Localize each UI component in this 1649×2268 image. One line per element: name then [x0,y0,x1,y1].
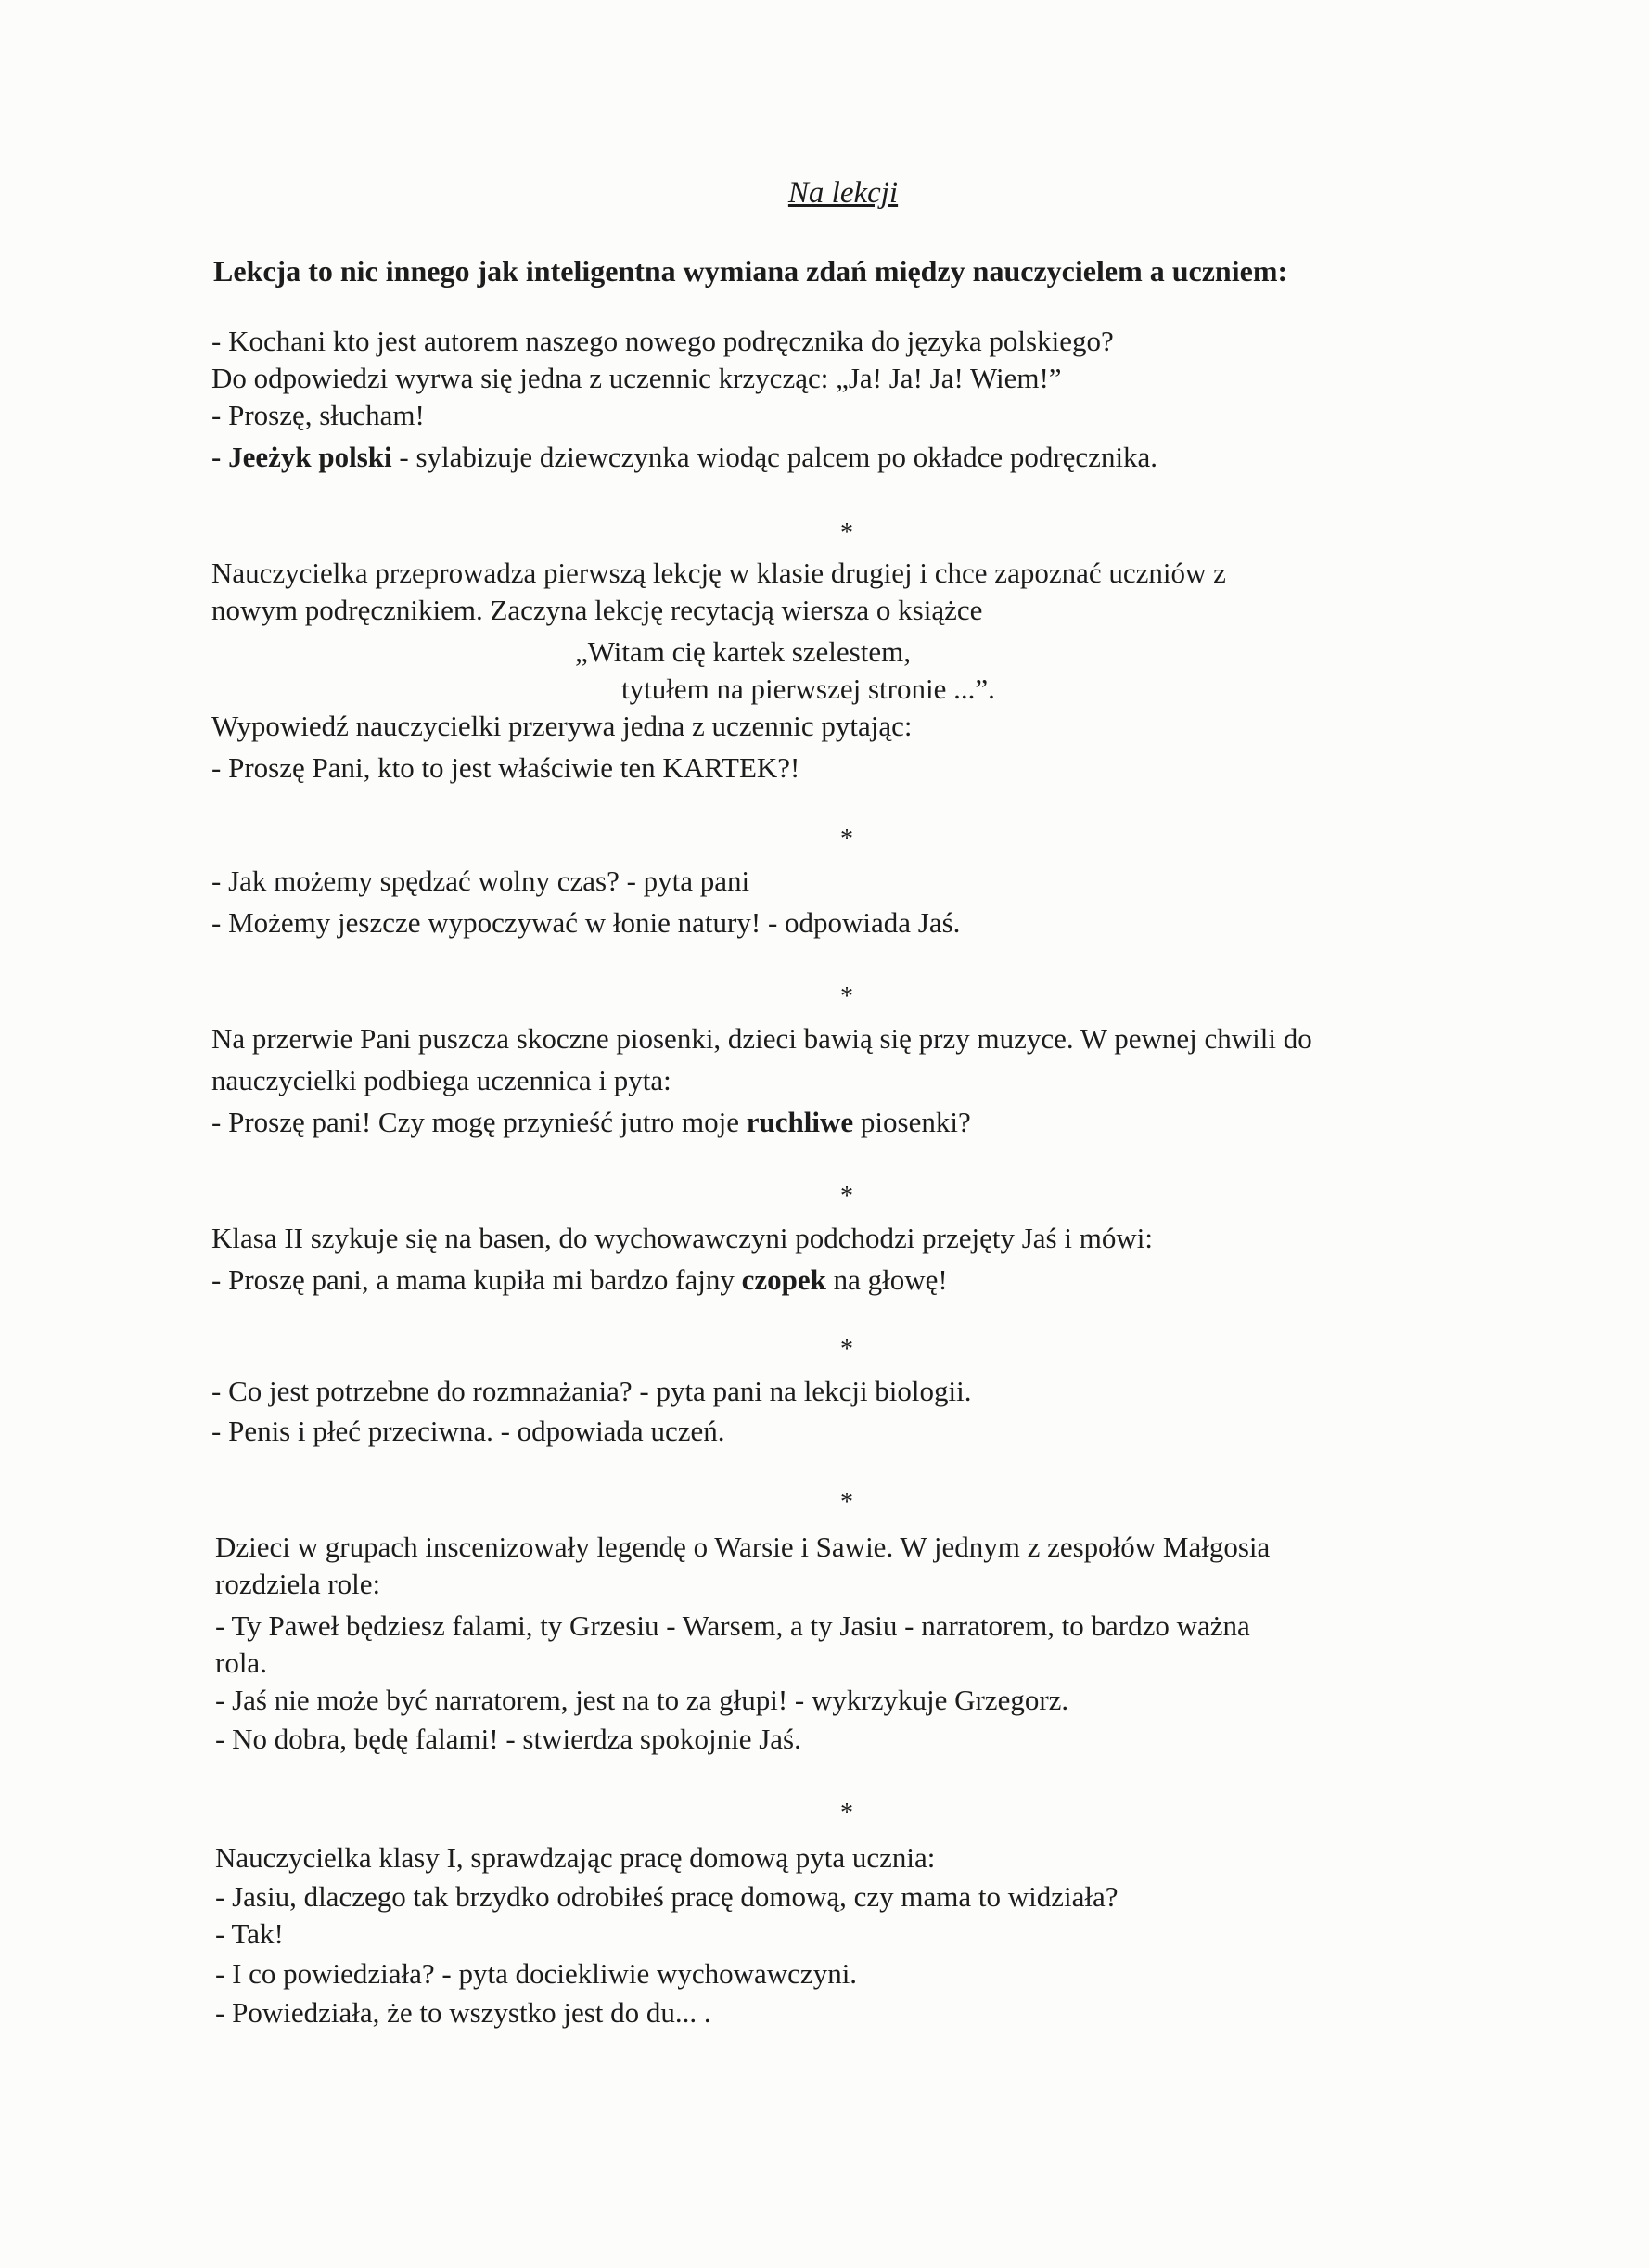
joke7-line5: - Jaś nie może być narratorem, jest na to za głupi! - wykrzykuje Grzegorz. [215,1684,1069,1716]
joke7-line4: rola. [215,1647,267,1679]
joke2-line2: nowym podręcznikiem. Zaczyna lekcję recytacją wiersza o książce [211,594,983,626]
joke4-line3-post: piosenki? [853,1106,971,1138]
separator-2: * [840,825,853,853]
joke5-line2-post: na głowę! [825,1263,948,1296]
joke2-poem-line1: „Witam cię kartek szelestem, [575,635,911,668]
joke4-bold-word: ruchliwe [746,1106,854,1138]
joke4-line3 [211,1104,971,1141]
joke3-line1: - Jak możemy spędzać wolny czas? - pyta pani [211,865,750,897]
joke5-line2 [211,1262,948,1299]
joke7-line3: - Ty Paweł będziesz falami, ty Grzesiu - Warsem, a ty Jasiu - narratorem, to bardzo ważna [215,1609,1250,1642]
separator-6: * [840,1488,853,1517]
joke6-line2: - Penis i płeć przeciwna. - odpowiada uczeń. [211,1415,725,1447]
separator-7: * [840,1799,853,1827]
joke7-line2: rozdziela role: [215,1568,381,1600]
joke8-line2: - Jasiu, dlaczego tak brzydko odrobiłeś pracę domową, czy mama to widziała? [215,1880,1119,1913]
page-title: Na lekcji [787,176,899,210]
joke3-line2: - Możemy jeszcze wypoczywać w łonie natury! - odpowiada Jaś. [211,906,961,939]
joke5-line1: Klasa II szykuje się na basen, do wychowawczyni podchodzi przejęty Jaś i mówi: [211,1222,1153,1254]
joke1-line1: - Kochani kto jest autorem naszego nowego podręcznika do języka polskiego? [211,325,1114,357]
separator-5: * [840,1335,853,1364]
joke1-line3: - Proszę, słucham! [211,399,425,431]
joke6-line1: - Co jest potrzebne do rozmnażania? - pyta pani na lekcji biologii. [211,1375,972,1407]
joke1-line2: Do odpowiedzi wyrwa się jedna z uczennic krzycząc: „Ja! Ja! Ja! Wiem!” [211,362,1062,394]
joke2-poem-line2: tytułem na pierwszej stronie ...”. [621,673,995,705]
joke5-bold-word: czopek [741,1263,826,1296]
joke8-line1: Nauczycielka klasy I, sprawdzając pracę domową pyta ucznia: [215,1841,936,1874]
joke2-line6: - Proszę Pani, kto to jest właściwie ten KARTEK?! [211,751,800,784]
joke8-line3: - Tak! [215,1917,284,1950]
joke1-line4-rest: - sylabizuje dziewczynka wiodąc palcem po okładce podręcznika. [391,441,1158,473]
joke7-line1: Dzieci w grupach inscenizowały legendę o Warsie i Sawie. W jednym z zespołów Małgosia [215,1531,1271,1563]
joke2-line1: Nauczycielka przeprowadza pierwszą lekcję w klasie drugiej i chce zapoznać uczniów z [211,557,1226,589]
joke7-line6: - No dobra, będę falami! - stwierdza spokojnie Jaś. [215,1723,801,1755]
intro-heading: Lekcja to nic innego jak inteligentna wymiana zdań między nauczycielem a uczniem: [213,254,1288,288]
joke4-line3-pre: - Proszę pani! Czy mogę przynieść jutro moje [211,1106,747,1138]
separator-3: * [840,982,853,1011]
separator-4: * [840,1182,853,1211]
joke8-line5: - Powiedziała, że to wszystko jest do du... . [215,1996,711,2029]
joke4-line2: nauczycielki podbiega uczennica i pyta: [211,1064,671,1096]
joke5-line2-pre: - Proszę pani, a mama kupiła mi bardzo fajny [211,1263,742,1296]
joke1-line4 [211,439,1157,476]
joke4-line1: Na przerwie Pani puszcza skoczne piosenki, dzieci bawią się przy muzyce. W pewnej chwili do [211,1022,1312,1055]
separator-1: * [840,519,853,547]
joke1-bold-text: - Jeeżyk polski [211,441,392,473]
joke2-line5: Wypowiedź nauczycielki przerywa jedna z uczennic pytając: [211,710,913,742]
joke8-line4: - I co powiedziała? - pyta dociekliwie wychowawczyni. [215,1957,858,1990]
